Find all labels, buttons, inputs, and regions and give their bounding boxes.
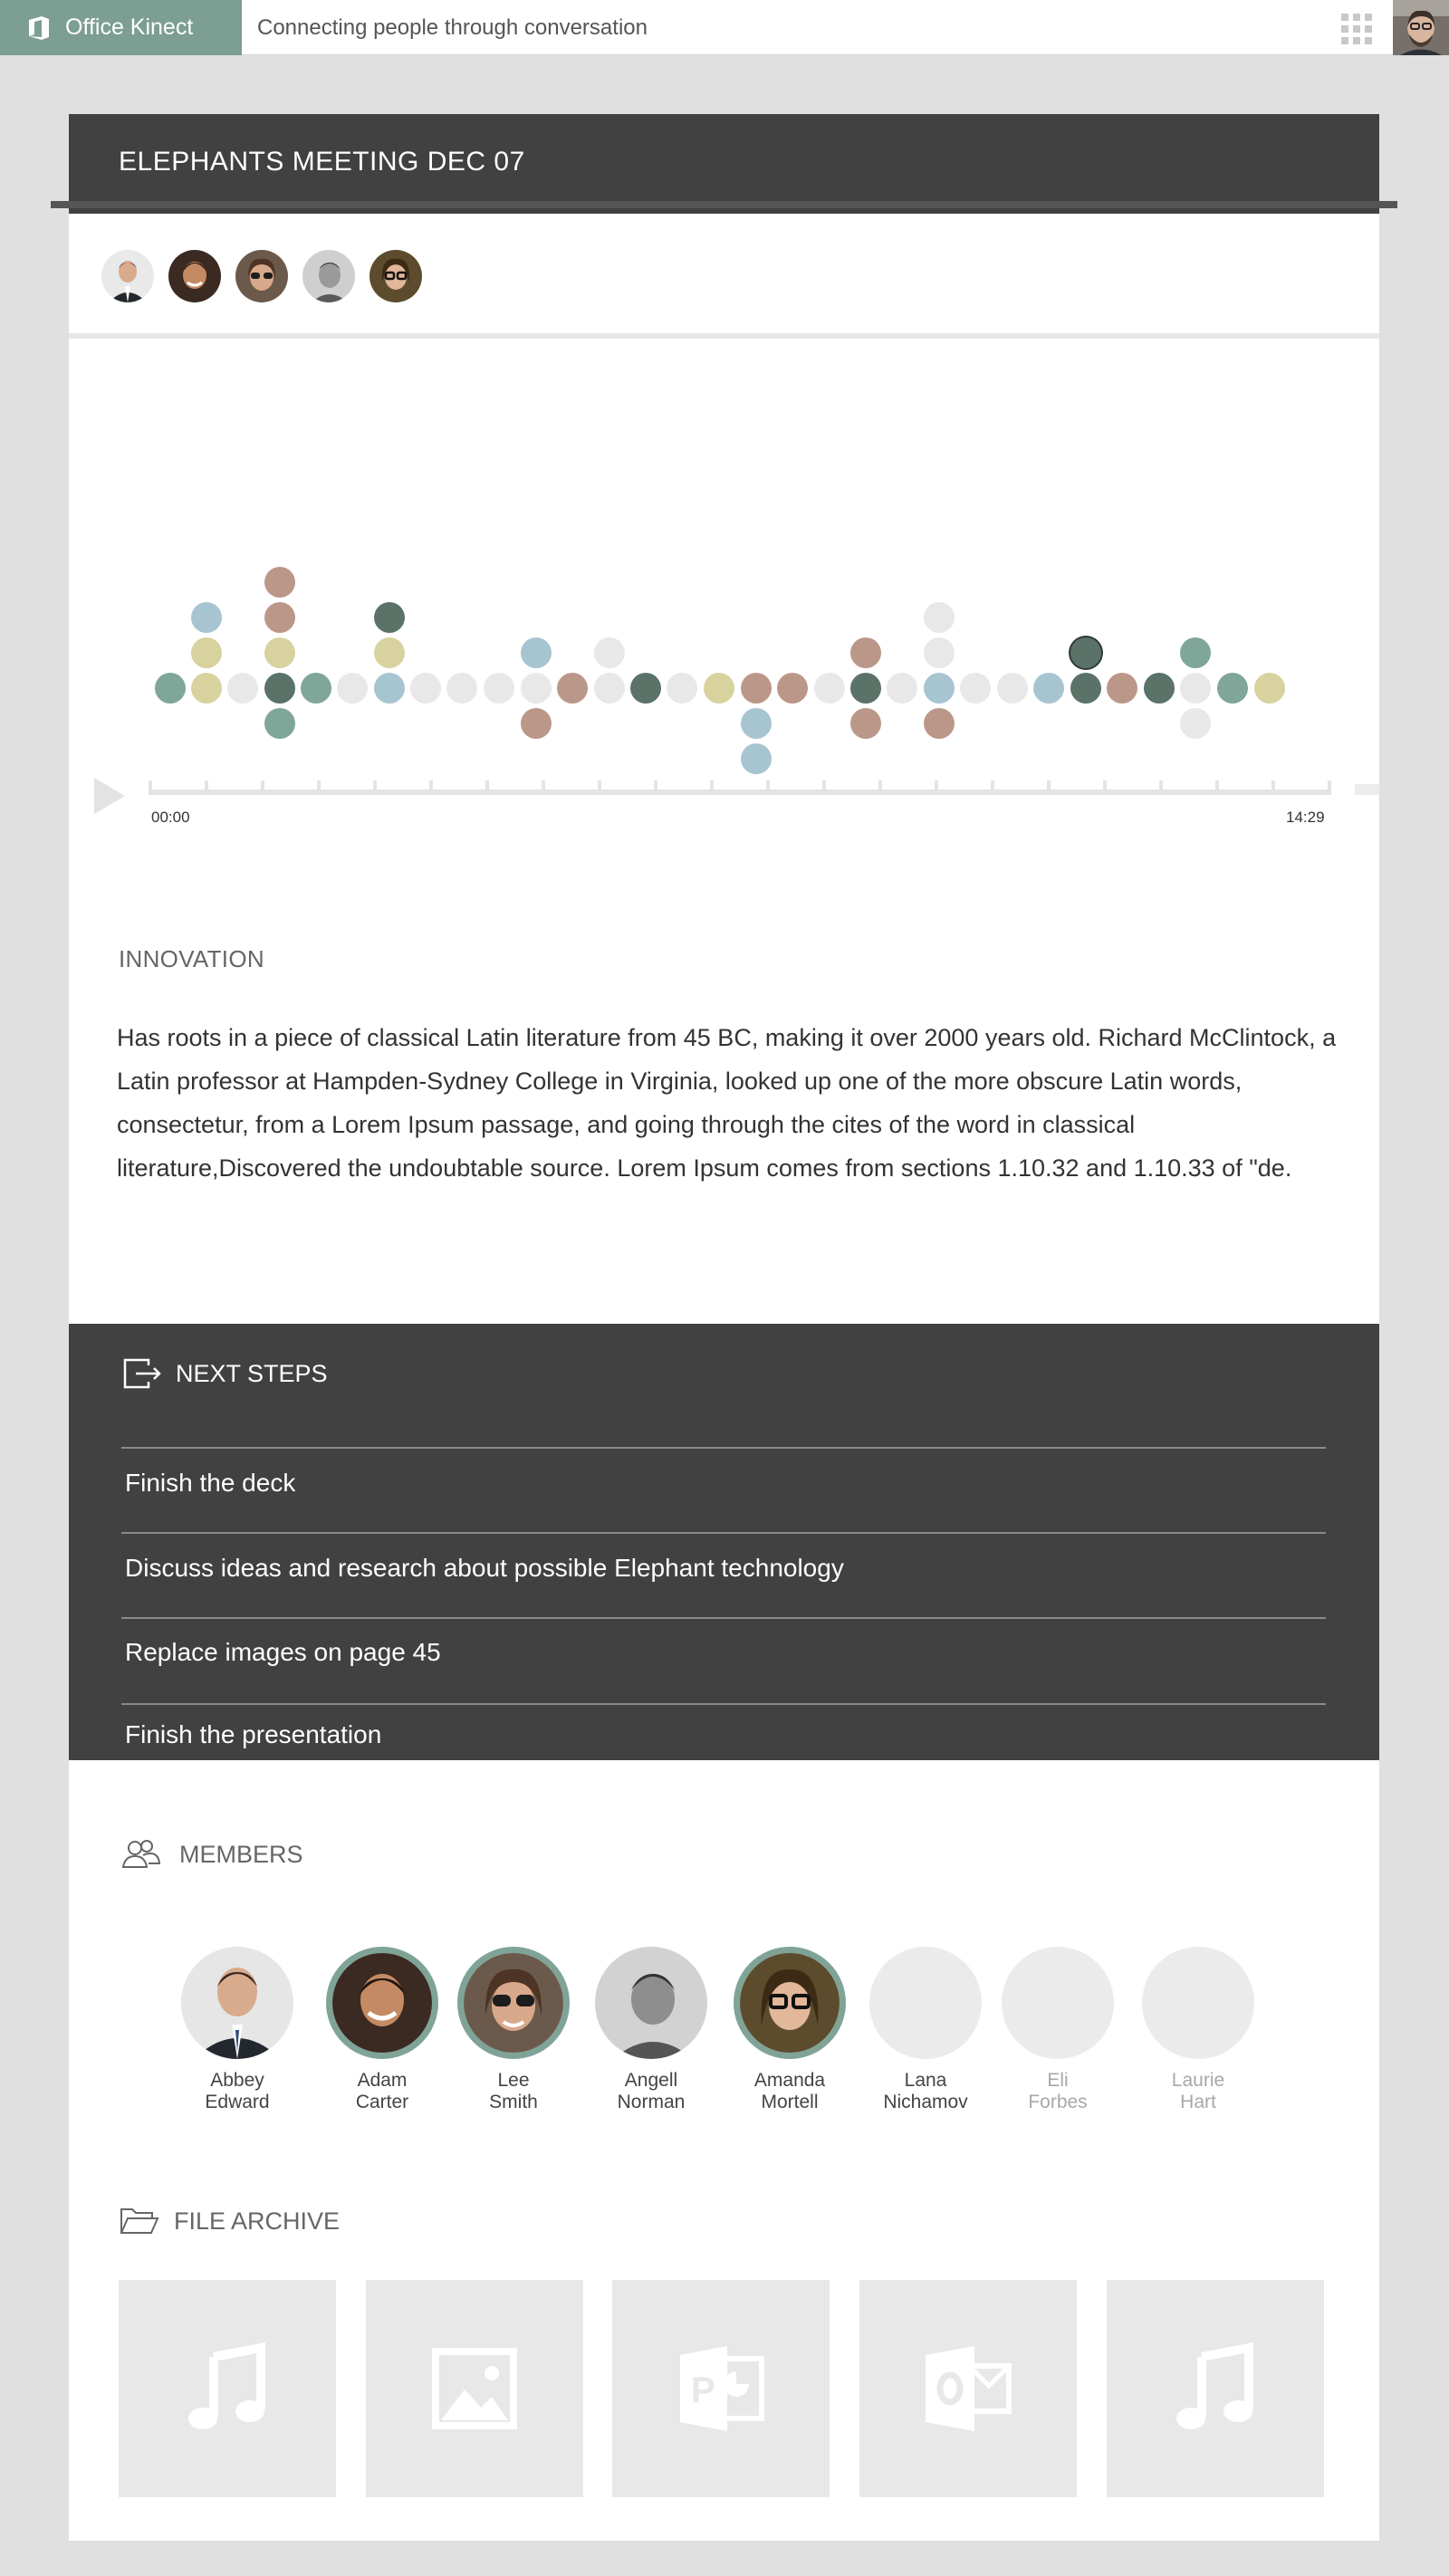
speaker-dot[interactable]	[264, 673, 295, 704]
speaker-dot[interactable]	[1180, 708, 1211, 739]
member-card[interactable]	[319, 1947, 446, 2113]
member-card[interactable]	[1135, 1947, 1262, 2113]
speaker-dot[interactable]	[521, 673, 552, 704]
timeline-tick	[1047, 780, 1051, 795]
member-card[interactable]	[174, 1947, 301, 2113]
speaker-dot[interactable]	[924, 673, 955, 704]
svg-text:P: P	[691, 2370, 715, 2410]
member-avatar-placeholder	[869, 1947, 982, 2059]
member-name: Amanda Mortell	[753, 2070, 826, 2112]
brand-name: Office Kinect	[65, 14, 194, 40]
member-avatar-placeholder	[1142, 1947, 1254, 2059]
speaker-dot[interactable]	[594, 673, 625, 704]
next-steps-divider	[121, 1447, 1326, 1449]
member-avatar-placeholder	[1002, 1947, 1114, 2059]
next-step-item[interactable]: Finish the presentation	[125, 1720, 382, 1748]
timeline-track[interactable]	[149, 790, 1328, 795]
speaker-dot[interactable]	[850, 637, 881, 668]
speaker-dot[interactable]	[301, 673, 331, 704]
timeline-tick	[149, 780, 152, 795]
timeline-track-end	[1355, 784, 1379, 795]
timeline-tick	[542, 780, 545, 795]
next-step-item[interactable]: Discuss ideas and research about possible Elephant technology	[125, 1554, 844, 1582]
speaker-dot[interactable]	[1180, 673, 1211, 704]
member-card[interactable]	[994, 1947, 1121, 2113]
speaker-dot[interactable]	[777, 673, 808, 704]
member-card[interactable]	[862, 1947, 989, 2113]
timeline-tick	[878, 780, 882, 795]
speaker-dot[interactable]	[264, 602, 295, 633]
speaker-dot[interactable]	[446, 673, 477, 704]
user-photo-icon	[1393, 0, 1449, 55]
file-tile[interactable]	[366, 2280, 583, 2497]
speaker-dot[interactable]	[741, 743, 772, 774]
file-tile[interactable]	[119, 2280, 336, 2497]
speaker-dot[interactable]	[1070, 673, 1101, 704]
speaker-dot[interactable]	[1107, 673, 1137, 704]
conversation-timeline	[69, 339, 1379, 846]
speaker-dot[interactable]	[521, 708, 552, 739]
timeline-tick	[205, 780, 208, 795]
speaker-dot[interactable]	[521, 637, 552, 668]
next-step-item[interactable]: Finish the deck	[125, 1469, 296, 1497]
file-archive-title: FILE ARCHIVE	[174, 2207, 341, 2235]
office-logo-icon	[25, 14, 53, 42]
music-file-icon	[1166, 2339, 1265, 2438]
speaker-dot[interactable]	[191, 602, 222, 633]
speaker-dot[interactable]	[741, 673, 772, 704]
exit-arrow-icon	[123, 1358, 161, 1389]
meeting-header	[69, 114, 1379, 214]
speaker-dot[interactable]	[191, 673, 222, 704]
meeting-title: ELEPHANTS MEETING DEC 07	[119, 147, 525, 177]
timeline-tick	[598, 780, 601, 795]
member-name: Abbey Edward	[205, 2070, 270, 2112]
file-tile[interactable]	[859, 2280, 1077, 2497]
timeline-tick	[1215, 780, 1219, 795]
speaker-dot[interactable]	[1144, 673, 1175, 704]
timeline-tick	[991, 780, 994, 795]
member-card[interactable]	[588, 1947, 715, 2113]
speaker-dot[interactable]	[887, 673, 917, 704]
topic-heading: INNOVATION	[119, 945, 264, 972]
speaker-dot[interactable]	[227, 673, 258, 704]
speaker-dot[interactable]	[667, 673, 697, 704]
speaker-dot[interactable]	[374, 673, 405, 704]
next-step-item[interactable]: Replace images on page 45	[125, 1638, 441, 1666]
timeline-tick	[1103, 780, 1107, 795]
speaker-dot[interactable]	[191, 637, 222, 668]
speaker-dot[interactable]	[960, 673, 991, 704]
speaker-dot[interactable]	[924, 602, 955, 633]
member-name: Angell Norman	[617, 2070, 686, 2112]
file-tile[interactable]	[612, 2280, 830, 2497]
member-avatar	[457, 1947, 570, 2059]
image-file-icon	[425, 2339, 524, 2438]
play-icon[interactable]	[94, 778, 125, 814]
speaker-dot[interactable]	[484, 673, 514, 704]
participant-avatars	[101, 250, 422, 302]
participant-avatar[interactable]	[168, 250, 221, 302]
speaker-dot[interactable]	[155, 673, 186, 704]
speaker-dot[interactable]	[374, 602, 405, 633]
speaker-dot[interactable]	[1070, 637, 1101, 668]
timeline-tick	[766, 780, 770, 795]
members-heading	[121, 1838, 303, 1871]
participant-avatar[interactable]	[302, 250, 355, 302]
participant-avatar[interactable]	[235, 250, 288, 302]
powerpoint-file-icon	[671, 2339, 771, 2438]
timeline-tick	[654, 780, 657, 795]
timeline-tick	[485, 780, 489, 795]
timeline-tick	[317, 780, 321, 795]
speaker-dot[interactable]	[1180, 637, 1211, 668]
timeline-tick	[822, 780, 826, 795]
timeline-tick	[261, 780, 264, 795]
speaker-dot[interactable]	[814, 673, 845, 704]
top-bar	[0, 0, 1449, 55]
meeting-card	[69, 114, 1379, 2541]
speaker-dot[interactable]	[850, 673, 881, 704]
next-steps-heading	[123, 1358, 328, 1389]
speaker-dot[interactable]	[557, 673, 588, 704]
speaker-dot[interactable]	[1217, 673, 1248, 704]
timeline-tick	[429, 780, 433, 795]
app-launcher-grid-icon[interactable]	[1340, 13, 1371, 43]
member-name: Lee Smith	[489, 2070, 538, 2112]
speaker-dot[interactable]	[1254, 673, 1285, 704]
next-steps-divider	[121, 1617, 1326, 1619]
folder-icon	[120, 2206, 159, 2236]
member-name: Lana Nichamov	[883, 2070, 968, 2112]
speaker-dot[interactable]	[374, 637, 405, 668]
file-tile[interactable]	[1107, 2280, 1324, 2497]
brand-button[interactable]	[0, 0, 242, 55]
header-stripe	[51, 201, 1397, 208]
outlook-file-icon	[918, 2339, 1018, 2438]
next-steps-divider	[121, 1703, 1326, 1705]
people-group-icon	[121, 1838, 161, 1871]
member-card[interactable]	[450, 1947, 577, 2113]
speaker-dot[interactable]	[741, 708, 772, 739]
speaker-dot[interactable]	[924, 637, 955, 668]
member-avatar	[595, 1947, 707, 2059]
member-avatar	[326, 1947, 438, 2059]
speaker-dot[interactable]	[630, 673, 661, 704]
participant-avatar[interactable]	[101, 250, 154, 302]
participant-avatar[interactable]	[369, 250, 422, 302]
speaker-dot[interactable]	[264, 637, 295, 668]
speaker-dot[interactable]	[410, 673, 441, 704]
tagline: Connecting people through conversation	[257, 14, 648, 40]
speaker-dot[interactable]	[1033, 673, 1064, 704]
member-name: Adam Carter	[355, 2070, 409, 2112]
next-steps-title: NEXT STEPS	[176, 1359, 328, 1387]
speaker-dot[interactable]	[850, 708, 881, 739]
timeline-tick	[373, 780, 377, 795]
topic-body: Has roots in a piece of classical Latin literature from 45 BC, making it over 2000 years old. Richard McClintock, a Latin professor at Hampden-Sydney College in Virginia, looked up one of the more obscure Latin words, consectetur, from a Lorem Ipsum passage, and going through the cites of the word in classical literature,Discovered the undoubtable source. Lorem Ipsum comes from sections 1.10.32 and 1.10.33 of "de.	[117, 1024, 1337, 1182]
member-avatar	[734, 1947, 846, 2059]
member-avatar	[181, 1947, 293, 2059]
member-name: Laurie Hart	[1171, 2070, 1225, 2112]
speaker-dot[interactable]	[997, 673, 1028, 704]
speaker-dot[interactable]	[594, 637, 625, 668]
member-card[interactable]	[726, 1947, 853, 2113]
speaker-dot[interactable]	[924, 708, 955, 739]
timeline-tick	[710, 780, 714, 795]
music-file-icon	[178, 2339, 277, 2438]
next-steps-panel	[69, 1324, 1379, 1760]
timeline-end-label: 14:29	[1286, 809, 1325, 826]
timeline-start-label: 00:00	[151, 809, 190, 826]
timeline-tick	[1159, 780, 1163, 795]
timeline-tick	[1328, 780, 1331, 795]
speaker-dot[interactable]	[337, 673, 368, 704]
timeline-tick	[935, 780, 938, 795]
timeline-tick	[1271, 780, 1275, 795]
user-avatar[interactable]	[1393, 0, 1449, 55]
speaker-dot[interactable]	[264, 567, 295, 598]
next-steps-divider	[121, 1532, 1326, 1534]
file-archive-heading	[120, 2206, 340, 2236]
member-name: Eli Forbes	[1028, 2070, 1088, 2112]
speaker-dot[interactable]	[264, 708, 295, 739]
speaker-dot[interactable]	[704, 673, 734, 704]
members-title: MEMBERS	[179, 1840, 303, 1868]
